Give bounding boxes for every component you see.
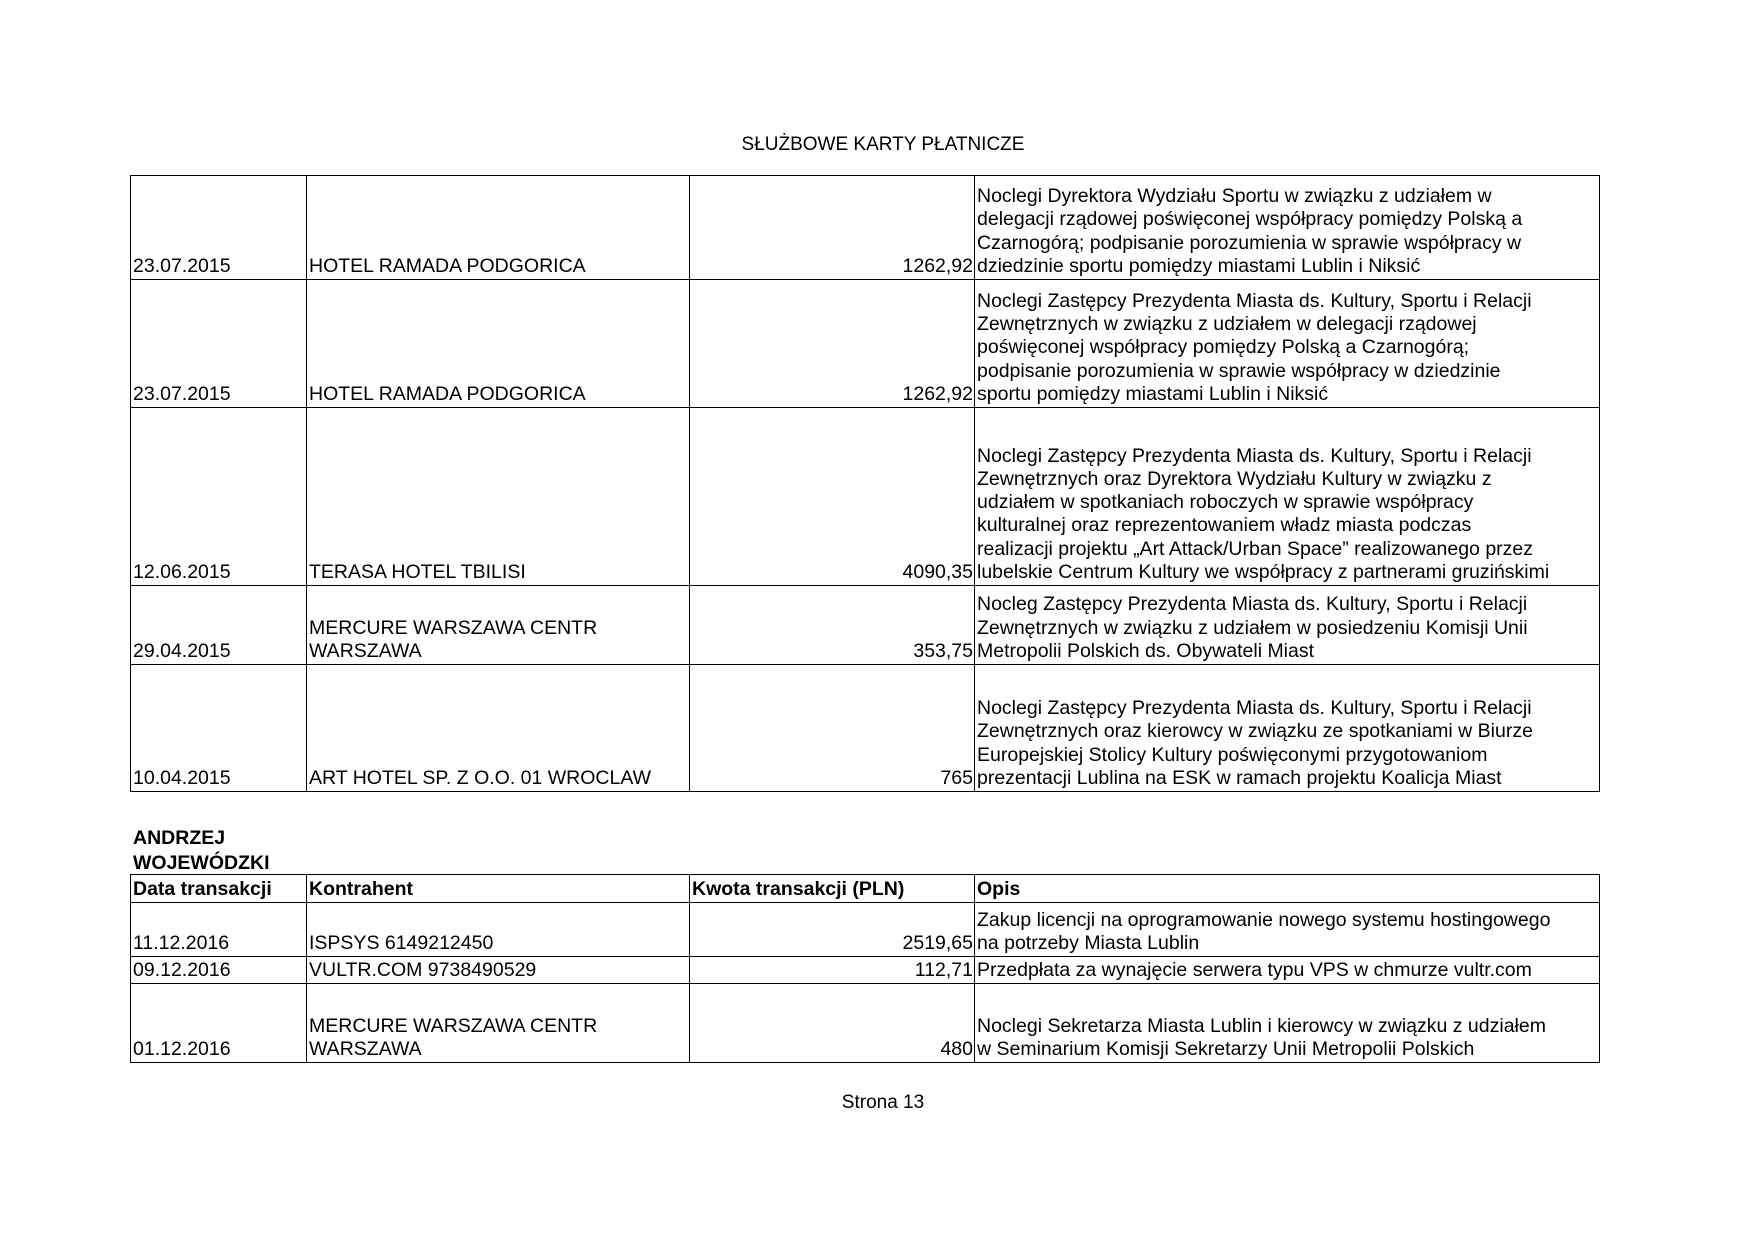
header-contractor: Kontrahent (307, 875, 690, 903)
description-line: Noclegi Zastępcy Prezydenta Miasta ds. Kultury, Sportu i Relacji (977, 289, 1532, 312)
description-cell (975, 176, 1600, 280)
amount-cell: 353,75 (690, 586, 975, 665)
contractor-cell: TERASA HOTEL TBILISI (307, 408, 690, 586)
description-line: Zewnętrznych oraz Dyrektora Wydziału Kultury w związku z (977, 467, 1492, 490)
description-line: podpisanie porozumienia w sprawie współpracy w dziedzinie (977, 359, 1501, 382)
description-line: na potrzeby Miasta Lublin (977, 931, 1200, 954)
table-row (131, 665, 1600, 792)
table-header-row (131, 875, 1600, 903)
description-line: Zewnętrznych w związku z udziałem w posiedzeniu Komisji Unii (977, 616, 1528, 639)
amount-cell: 112,71 (690, 957, 975, 984)
description-line: Zakup licencji na oprogramowanie nowego systemu hostingowego (977, 908, 1551, 931)
description-line: Noclegi Dyrektora Wydziału Sportu w związku z udziałem w (977, 185, 1492, 208)
date-cell: 10.04.2015 (131, 665, 307, 792)
table-row (131, 984, 1600, 1063)
cardholder-first-name: ANDRZEJ (133, 827, 226, 849)
table-row (131, 280, 1600, 408)
contractor-cell (307, 984, 690, 1063)
table-row (131, 903, 1600, 957)
date-cell: 11.12.2016 (131, 903, 307, 957)
header-description: Opis (975, 875, 1600, 903)
description-line: delegacji rządowej poświęconej współpracy pomiędzy Polską a (977, 208, 1523, 231)
description-line: Czarnogórą; podpisanie porozumienia w sprawie współpracy w (977, 231, 1522, 254)
table-row (131, 176, 1600, 280)
contractor-cell: ART HOTEL SP. Z O.O. 01 WROCLAW (307, 665, 690, 792)
cardholder-last-name: WOJEWÓDZKI (133, 852, 270, 874)
description-line: realizacji projektu „Art Attack/Urban Space” realizowanego przez (977, 537, 1534, 560)
description-line: Noclegi Zastępcy Prezydenta Miasta ds. Kultury, Sportu i Relacji (977, 697, 1532, 720)
description-cell (975, 408, 1600, 586)
contractor-cell: ISPSYS 6149212450 (307, 903, 690, 957)
description-line: w Seminarium Komisji Sekretarzy Unii Metropolii Polskich (977, 1037, 1475, 1060)
description-line: kulturalnej oraz reprezentowaniem władz miasta podczas (977, 514, 1472, 537)
description-line: Zewnętrznych oraz kierowcy w związku ze spotkaniami w Biurze (977, 720, 1533, 743)
description-cell (975, 665, 1600, 792)
transactions-table-bottom (130, 874, 1600, 1063)
contractor-line: WARSZAWA (309, 1037, 422, 1060)
description-line: Europejskiej Stolicy Kultury poświęconymi przygotowaniom (977, 743, 1488, 766)
amount-cell: 480 (690, 984, 975, 1063)
description-line: prezentacji Lublina na ESK w ramach projektu Koalicja Miast (977, 766, 1502, 789)
date-cell: 23.07.2015 (131, 280, 307, 408)
description-cell (975, 957, 1600, 984)
page-title: SŁUŻBOWE KARTY PŁATNICZE (741, 134, 1025, 155)
amount-cell: 765 (690, 665, 975, 792)
date-cell: 09.12.2016 (131, 957, 307, 984)
amount-cell: 4090,35 (690, 408, 975, 586)
contractor-cell: HOTEL RAMADA PODGORICA (307, 280, 690, 408)
date-cell: 23.07.2015 (131, 176, 307, 280)
description-line: Zewnętrznych w związku z udziałem w delegacji rządowej (977, 313, 1477, 336)
description-cell (975, 984, 1600, 1063)
page-number: Strona 13 (841, 1092, 925, 1113)
description-line: Metropolii Polskich ds. Obywateli Miast (977, 639, 1315, 662)
amount-cell: 1262,92 (690, 176, 975, 280)
cardholder-name (133, 826, 270, 876)
description-cell (975, 280, 1600, 408)
table-row (131, 408, 1600, 586)
amount-cell: 1262,92 (690, 280, 975, 408)
description-line: udziałem w spotkaniach roboczych w sprawie współpracy (977, 491, 1474, 514)
table-row (131, 957, 1600, 984)
description-line: Noclegi Zastępcy Prezydenta Miasta ds. Kultury, Sportu i Relacji (977, 444, 1532, 467)
contractor-line: MERCURE WARSZAWA CENTR (309, 1014, 598, 1037)
description-line: Noclegi Sekretarza Miasta Lublin i kierowcy w związku z udziałem (977, 1014, 1546, 1037)
table-row (131, 586, 1600, 665)
contractor-cell (307, 586, 690, 665)
description-line: Przedpłata za wynajęcie serwera typu VPS w chmurze vultr.com (977, 958, 1532, 981)
description-line: poświęconej współpracy pomiędzy Polską a Czarnogórą; (977, 336, 1470, 359)
date-cell: 12.06.2015 (131, 408, 307, 586)
description-line: Nocleg Zastępcy Prezydenta Miasta ds. Kultury, Sportu i Relacji (977, 593, 1528, 616)
date-cell: 29.04.2015 (131, 586, 307, 665)
amount-cell: 2519,65 (690, 903, 975, 957)
contractor-line: MERCURE WARSZAWA CENTR (309, 616, 598, 639)
description-cell (975, 903, 1600, 957)
header-amount: Kwota transakcji (PLN) (690, 875, 975, 903)
description-line: lubelskie Centrum Kultury we współpracy z partnerami gruzińskimi (977, 560, 1550, 583)
contractor-line: WARSZAWA (309, 639, 422, 662)
contractor-cell: HOTEL RAMADA PODGORICA (307, 176, 690, 280)
description-line: dziedzinie sportu pomiędzy miastami Lublin i Niksić (977, 254, 1421, 277)
description-cell (975, 586, 1600, 665)
contractor-cell: VULTR.COM 9738490529 (307, 957, 690, 984)
header-date: Data transakcji (131, 875, 307, 903)
date-cell: 01.12.2016 (131, 984, 307, 1063)
transactions-table-top (130, 175, 1600, 792)
description-line: sportu pomiędzy miastami Lublin i Niksić (977, 382, 1329, 405)
